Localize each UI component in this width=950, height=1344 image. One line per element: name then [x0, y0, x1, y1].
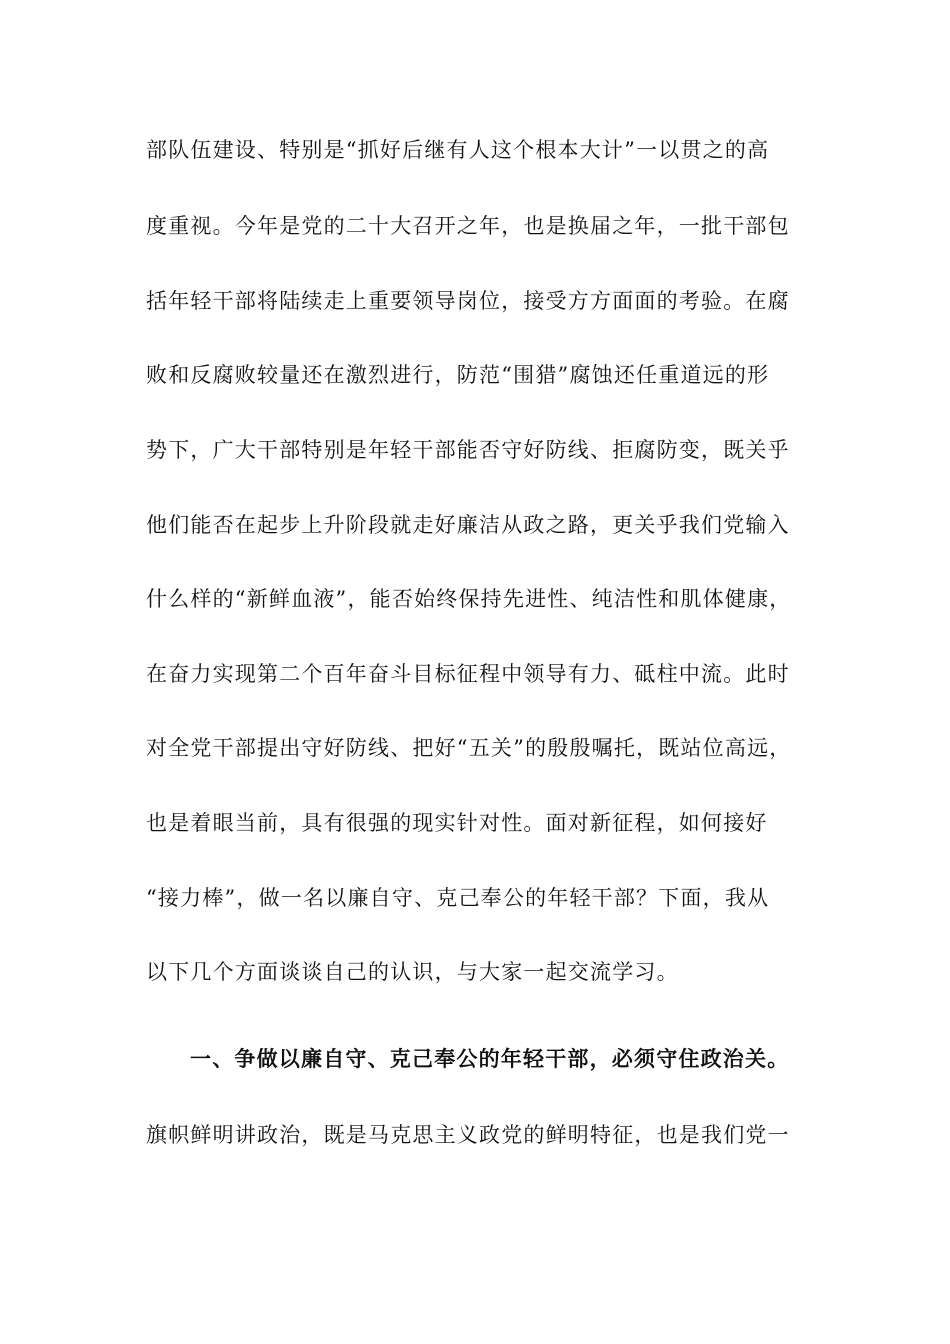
paragraph-line: 旗帜鲜明讲政治，既是马克思主义政党的鲜明特征，也是我们党一 [146, 1123, 790, 1147]
paragraph-line: 也是着眼当前，具有很强的现实针对性。面对新征程，如何接好 [146, 811, 768, 835]
paragraph-line: 势下，广大干部特别是年轻干部能否守好防线、拒腐防变，既关乎 [146, 438, 790, 462]
paragraph-line: 败和反腐败较量还在激烈进行，防范“围猎”腐蚀还任重道远的形 [146, 363, 770, 387]
paragraph-line: 在奋力实现第二个百年奋斗目标征程中领导有力、砥柱中流。此时 [146, 662, 790, 686]
paragraph-line: 对全党干部提出守好防线、把好“五关”的殷殷嘱托，既站位高远， [146, 736, 792, 760]
paragraph-line: 部队伍建设、特别是“抓好后继有人这个根本大计”一以贯之的高 [146, 138, 770, 162]
paragraph-line: “接力棒”，做一名以廉自守、克己奉公的年轻干部？下面，我从 [146, 886, 770, 910]
paragraph-line: 他们能否在起步上升阶段就走好廉洁从政之路，更关乎我们党输入 [146, 513, 790, 537]
paragraph-line: 括年轻干部将陆续走上重要领导岗位，接受方方面面的考验。在腐 [146, 289, 790, 313]
section-heading: 一、争做以廉自守、克己奉公的年轻干部，必须守住政治关。 [190, 1046, 790, 1071]
paragraph-line: 什么样的“新鲜血液”，能否始终保持先进性、纯洁性和肌体健康， [146, 587, 792, 611]
paragraph-line: 以下几个方面谈谈自己的认识，与大家一起交流学习。 [146, 960, 679, 984]
paragraph-line: 度重视。今年是党的二十大召开之年，也是换届之年，一批干部包 [146, 214, 790, 238]
